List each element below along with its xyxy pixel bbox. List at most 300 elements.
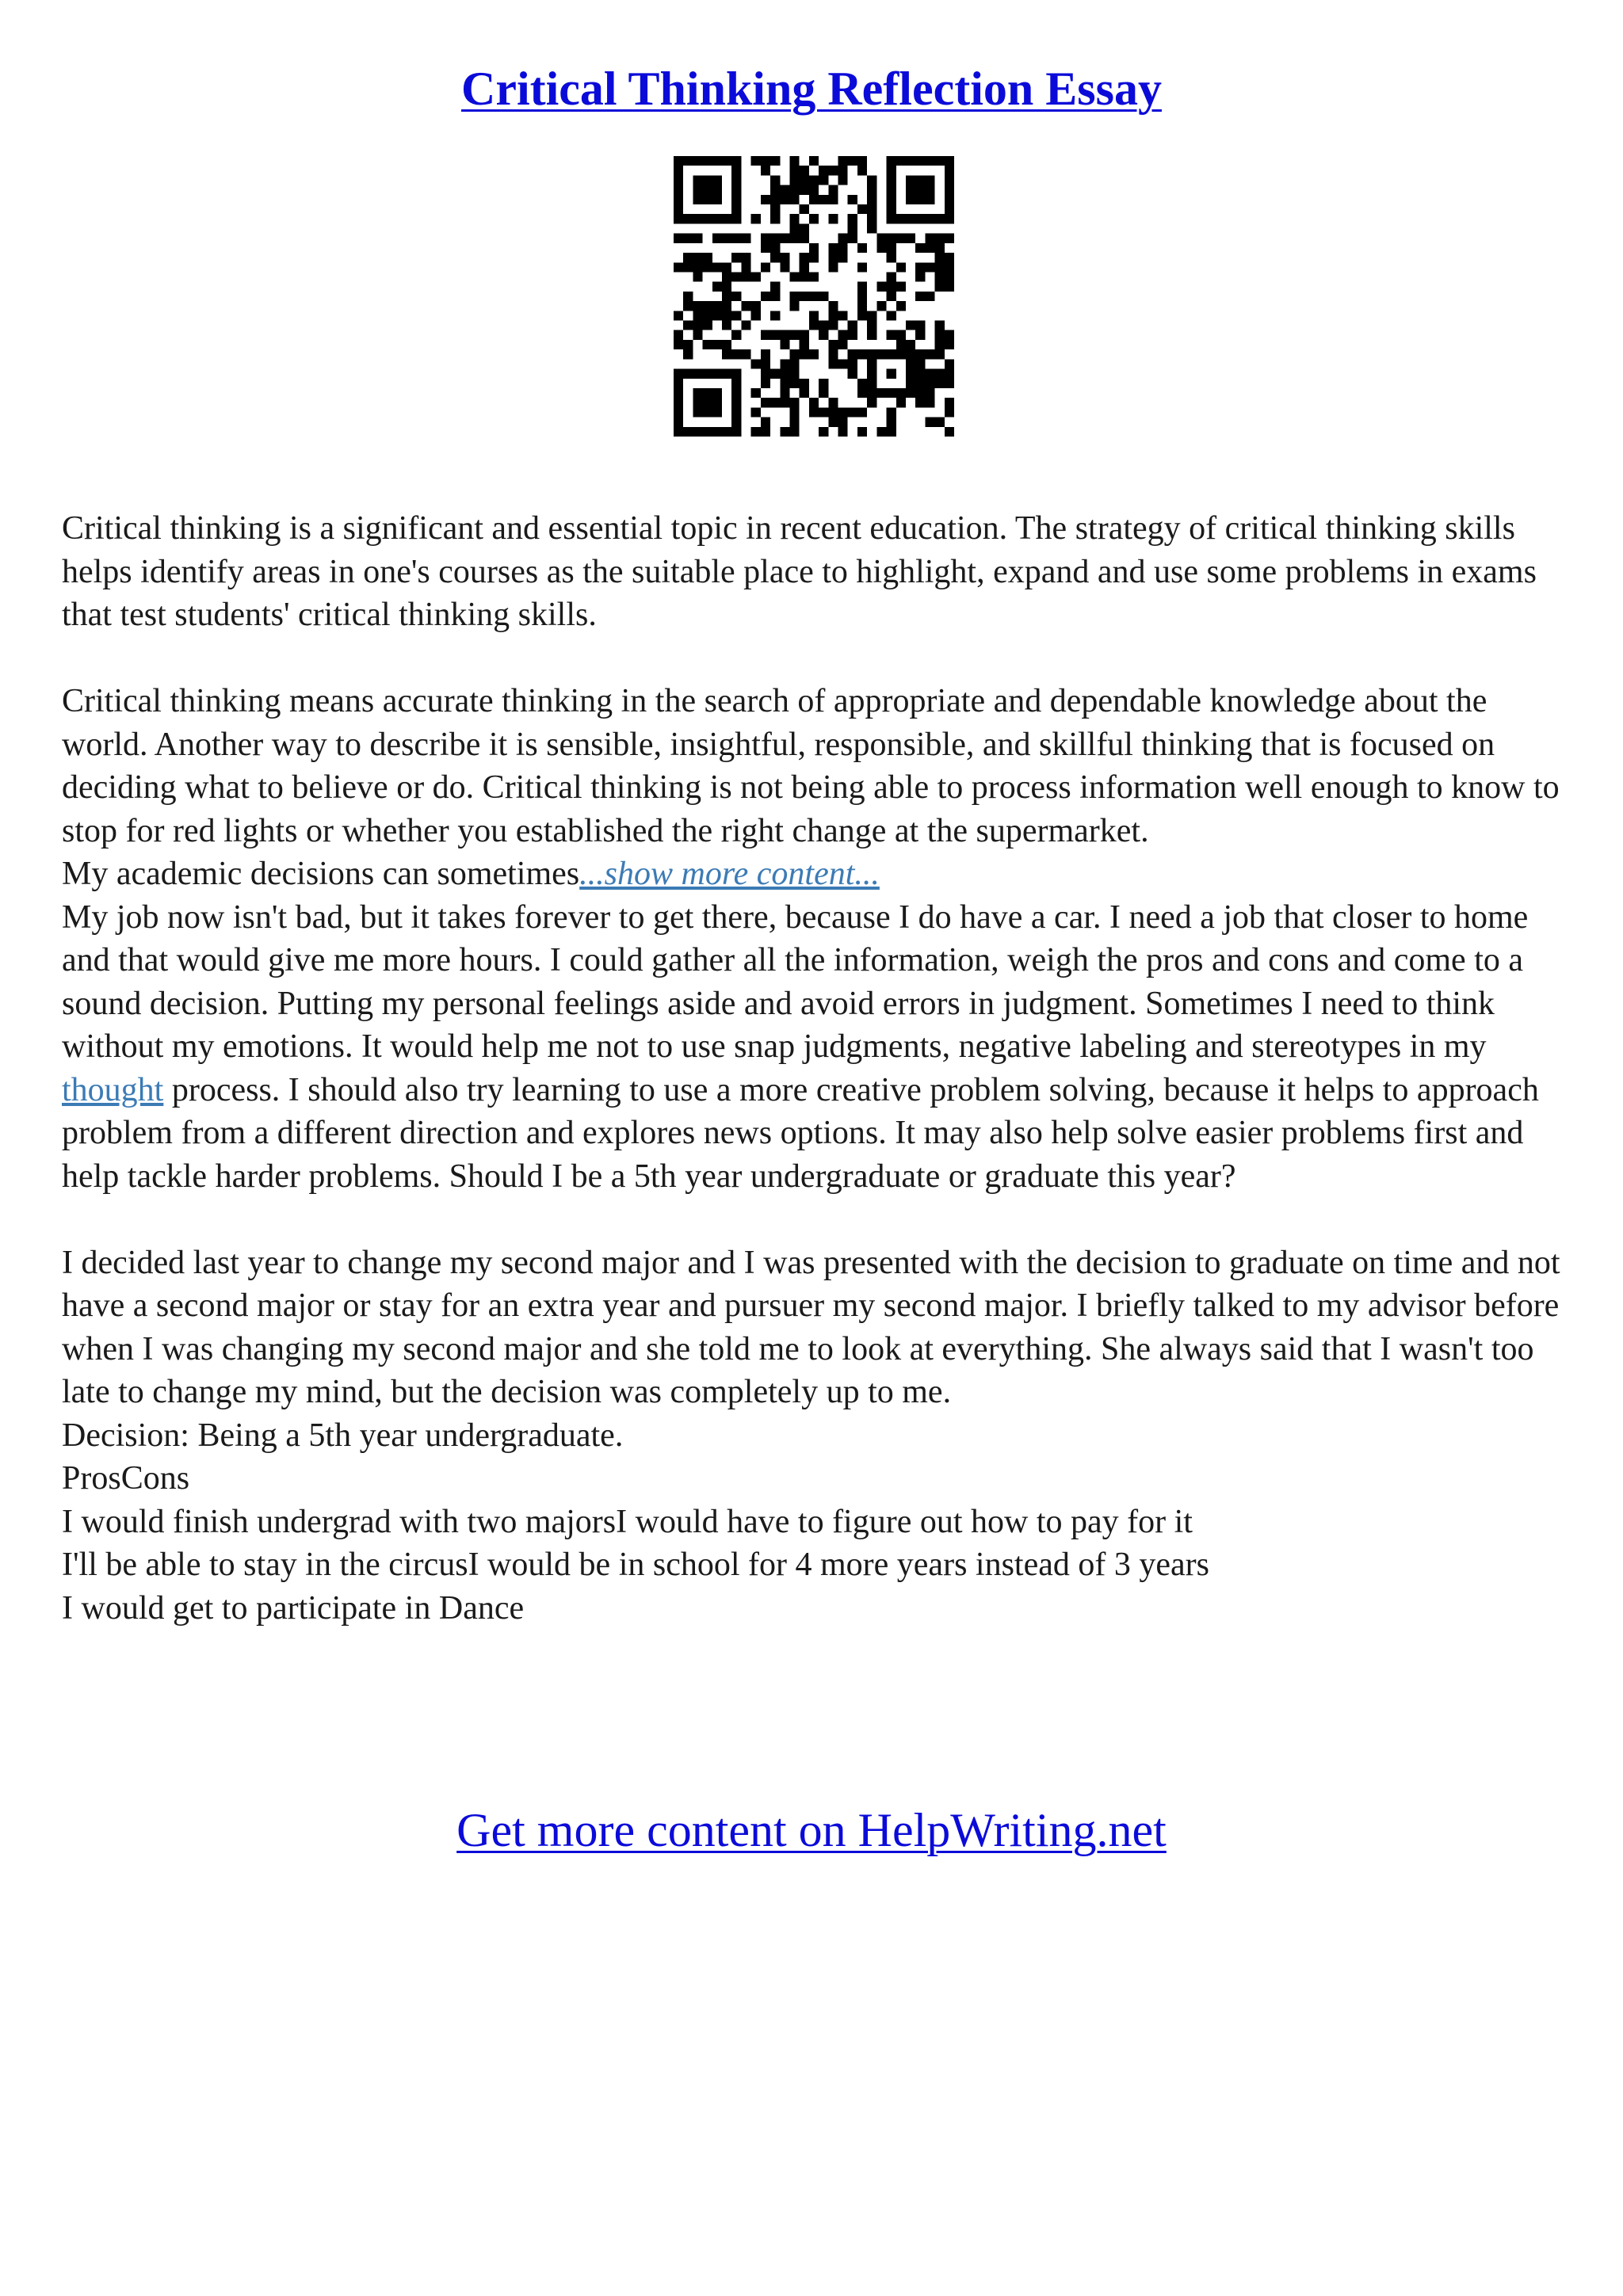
qr-module: [935, 214, 945, 223]
qr-module: [703, 175, 712, 185]
qr-module: [857, 301, 867, 311]
qr-module: [915, 388, 925, 398]
qr-module: [925, 234, 934, 243]
qr-module: [915, 369, 925, 379]
qr-module: [674, 407, 683, 417]
qr-module: [945, 272, 954, 281]
qr-module: [693, 185, 702, 195]
qr-module: [731, 166, 741, 175]
qr-module: [809, 407, 819, 417]
qr-module: [789, 185, 799, 195]
qr-module: [935, 349, 945, 359]
qr-module: [906, 340, 915, 349]
qr-module: [828, 214, 838, 223]
qr-module: [712, 214, 722, 223]
paragraph-definition: Critical thinking means accurate thinking in the search of appropriate and dependable knowledge about the world. Another way to describe it is sensible, insightful, responsible, and skillful thinking that is focused on deciding what to believe or do. Critical thinking is not being able to process information well enough to know to stop for red lights or whether you established the right change at the supermarket.: [62, 683, 1560, 849]
qr-module: [674, 379, 683, 388]
qr-module: [693, 253, 702, 262]
qr-module: [809, 156, 819, 166]
qr-module: [819, 388, 828, 398]
qr-module: [896, 214, 906, 223]
qr-module: [693, 234, 702, 243]
qr-module: [838, 156, 848, 166]
footer-link[interactable]: Get more content on HelpWriting.net: [456, 1804, 1167, 1856]
qr-module: [780, 185, 789, 195]
qr-module: [925, 379, 934, 388]
qr-module: [819, 407, 828, 417]
qr-module: [693, 369, 702, 379]
qr-module: [915, 243, 925, 253]
qr-module: [731, 204, 741, 214]
qr-module: [731, 234, 741, 243]
qr-module: [887, 292, 896, 301]
qr-module: [693, 272, 702, 281]
qr-module: [906, 379, 915, 388]
qr-module: [915, 272, 925, 281]
qr-module: [828, 340, 838, 349]
qr-module: [867, 398, 876, 407]
qr-module: [925, 156, 934, 166]
qr-module: [828, 407, 838, 417]
qr-module: [915, 175, 925, 185]
qr-module: [857, 292, 867, 301]
qr-module: [915, 292, 925, 301]
qr-module: [828, 359, 838, 368]
qr-module: [848, 214, 857, 223]
qr-module: [945, 359, 954, 368]
qr-module: [867, 195, 876, 204]
qr-module: [906, 388, 915, 398]
qr-module: [906, 214, 915, 223]
qr-module: [887, 349, 896, 359]
qr-module: [915, 195, 925, 204]
qr-module: [712, 282, 722, 292]
title-link[interactable]: Critical Thinking Reflection Essay: [461, 63, 1162, 115]
qr-module: [761, 292, 770, 301]
qr-module: [819, 195, 828, 204]
qr-module: [789, 407, 799, 417]
paragraph-decision: I decided last year to change my second major and I was presented with the decision to graduate on time and not have a second major or stay for an extra year and pursuer my second major. I briefly talked to my advisor before when I was changing my second major and she told me to look at everything. She always said that I wasn't too late to change my mind, but the decision was completely up to me.: [62, 1244, 1560, 1410]
qr-module: [731, 185, 741, 195]
qr-module: [876, 349, 886, 359]
qr-module: [741, 262, 750, 272]
qr-module: [789, 427, 799, 437]
qr-module: [674, 234, 683, 243]
qr-module: [838, 166, 848, 175]
qr-module: [780, 340, 789, 349]
qr-module: [906, 359, 915, 368]
qr-module: [945, 282, 954, 292]
qr-module: [712, 185, 722, 195]
qr-module: [876, 243, 886, 253]
qr-module: [906, 369, 915, 379]
qr-module: [887, 330, 896, 340]
qr-module: [800, 330, 809, 340]
qr-module: [915, 321, 925, 330]
qr-module: [780, 330, 789, 340]
qr-module: [887, 214, 896, 223]
qr-module: [838, 311, 848, 320]
qr-module: [683, 340, 693, 349]
qr-module: [867, 369, 876, 379]
qr-module: [731, 175, 741, 185]
qr-module: [848, 330, 857, 340]
qr-module: [693, 175, 702, 185]
qr-module: [712, 369, 722, 379]
qr-module: [731, 388, 741, 398]
show-more-link[interactable]: ...show more content...: [579, 856, 880, 892]
qr-module: [789, 359, 799, 368]
qr-module: [887, 407, 896, 417]
qr-module: [819, 292, 828, 301]
qr-module: [789, 369, 799, 379]
qr-module: [857, 427, 867, 437]
qr-module: [674, 330, 683, 340]
qr-module: [722, 282, 731, 292]
qr-module: [935, 330, 945, 340]
qr-module: [809, 272, 819, 281]
qr-module: [925, 398, 934, 407]
qr-module: [770, 398, 780, 407]
qr-module: [925, 195, 934, 204]
qr-module: [731, 418, 741, 427]
qr-module: [867, 185, 876, 195]
qr-module: [693, 427, 702, 437]
qr-module: [731, 369, 741, 379]
qr-module: [761, 379, 770, 388]
qr-module: [693, 398, 702, 407]
qr-module: [722, 156, 731, 166]
qr-module: [761, 234, 770, 243]
qr-module: [838, 359, 848, 368]
qr-module: [857, 349, 867, 359]
qr-module: [828, 262, 838, 272]
qr-module: [887, 369, 896, 379]
qr-module: [887, 427, 896, 437]
qr-module: [751, 301, 761, 311]
qr-module: [800, 175, 809, 185]
qr-module: [800, 234, 809, 243]
qr-module: [731, 311, 741, 320]
qr-module: [876, 282, 886, 292]
qr-module: [848, 349, 857, 359]
qr-module: [770, 214, 780, 223]
qr-module: [674, 398, 683, 407]
qr-module: [819, 175, 828, 185]
qr-module: [896, 330, 906, 340]
qr-module: [887, 311, 896, 320]
qr-module: [857, 282, 867, 292]
qr-module: [945, 166, 954, 175]
qr-module: [906, 185, 915, 195]
qr-module: [751, 388, 761, 398]
qr-module: [809, 195, 819, 204]
qr-module: [876, 301, 886, 311]
qr-module: [789, 292, 799, 301]
qr-module: [906, 195, 915, 204]
qr-module: [828, 311, 838, 320]
qr-module: [770, 185, 780, 195]
qr-module: [770, 282, 780, 292]
qr-module: [770, 175, 780, 185]
qr-module: [945, 175, 954, 185]
qr-module: [935, 234, 945, 243]
essay-body: [62, 507, 1568, 1630]
qr-module: [887, 175, 896, 185]
qr-module: [848, 407, 857, 417]
qr-module: [945, 253, 954, 262]
qr-module: [838, 407, 848, 417]
qr-module: [674, 388, 683, 398]
qr-module: [789, 175, 799, 185]
qr-module: [789, 379, 799, 388]
qr-module: [935, 282, 945, 292]
qr-module: [703, 185, 712, 195]
qr-module: [674, 204, 683, 214]
qr-module: [867, 359, 876, 368]
qr-module: [887, 195, 896, 204]
qr-module: [770, 195, 780, 204]
qr-module: [731, 427, 741, 437]
qr-module: [848, 223, 857, 233]
qr-module: [800, 349, 809, 359]
qr-module: [780, 427, 789, 437]
qr-module: [867, 330, 876, 340]
qr-module: [915, 185, 925, 195]
qr-module: [887, 388, 896, 398]
qr-module: [809, 321, 819, 330]
qr-module: [800, 262, 809, 272]
qr-module: [848, 359, 857, 368]
qr-module: [722, 214, 731, 223]
qr-module: [800, 340, 809, 349]
qr-module: [789, 195, 799, 204]
qr-module: [848, 195, 857, 204]
qr-module: [809, 311, 819, 320]
qr-module: [857, 262, 867, 272]
qr-module: [770, 234, 780, 243]
qr-module: [876, 234, 886, 243]
qr-module: [693, 321, 702, 330]
qr-module: [876, 388, 886, 398]
qr-module: [800, 166, 809, 175]
qr-module: [896, 282, 906, 292]
qr-module: [722, 349, 731, 359]
qr-module: [800, 292, 809, 301]
qr-module: [867, 321, 876, 330]
pros-cons-line: I would get to participate in Dance: [62, 1589, 525, 1627]
qr-module: [935, 243, 945, 253]
qr-module: [770, 330, 780, 340]
qr-code-icon: [674, 156, 954, 437]
qr-module: [731, 398, 741, 407]
qr-module: [809, 253, 819, 262]
qr-module: [712, 407, 722, 417]
qr-module: [945, 262, 954, 272]
qr-module: [693, 195, 702, 204]
qr-module: [925, 369, 934, 379]
qr-module: [731, 156, 741, 166]
qr-module: [780, 359, 789, 368]
qr-module: [751, 311, 761, 320]
qr-module: [722, 311, 731, 320]
qr-module: [741, 349, 750, 359]
qr-module: [770, 292, 780, 301]
qr-module: [770, 311, 780, 320]
qr-module: [925, 262, 934, 272]
qr-module: [925, 349, 934, 359]
continuation-after: process. I should also try learning to use a more creative problem solving, because it helps to approach problem from a different direction and explores news options. It may also help solve easier problems first and help tackle harder problems. Should I be a 5th year undergraduate or graduate this year?: [62, 1071, 1539, 1195]
qr-module: [819, 330, 828, 340]
qr-module: [838, 340, 848, 349]
qr-module: [722, 272, 731, 281]
qr-module: [770, 204, 780, 214]
qr-module: [751, 427, 761, 437]
qr-module: [887, 272, 896, 281]
qr-module: [674, 427, 683, 437]
qr-module: [751, 359, 761, 368]
qr-module: [828, 243, 838, 253]
qr-module: [674, 156, 683, 166]
qr-module: [751, 407, 761, 417]
qr-module: [683, 321, 693, 330]
qr-module: [789, 349, 799, 359]
qr-module: [809, 175, 819, 185]
continuation-before: My job now isn't bad, but it takes forever to get there, because I do have a car. I need a job that closer to home and that would give me more hours. I could gather all the information, weigh the pros and cons and come to a sound decision. Putting my personal feelings aside and avoid errors in judgment. Sometimes I need to think without my emotions. It would help me not to use snap judgments, negative labeling and stereotypes in my: [62, 898, 1529, 1065]
qr-module: [683, 349, 693, 359]
qr-module: [828, 253, 838, 262]
qr-module: [780, 234, 789, 243]
qr-module: [693, 330, 702, 340]
qr-module: [731, 330, 741, 340]
qr-module: [693, 311, 702, 320]
qr-module: [857, 388, 867, 398]
qr-module: [731, 379, 741, 388]
qr-module: [712, 340, 722, 349]
qr-module: [674, 418, 683, 427]
qr-module: [887, 243, 896, 253]
qr-module: [731, 292, 741, 301]
qr-module: [935, 418, 945, 427]
qr-module: [761, 156, 770, 166]
qr-module: [848, 156, 857, 166]
qr-module: [838, 330, 848, 340]
qr-module: [712, 311, 722, 320]
qr-module: [857, 407, 867, 417]
qr-module: [674, 369, 683, 379]
qr-module: [731, 407, 741, 417]
decision-line: Decision: Being a 5th year undergraduate.: [62, 1417, 624, 1454]
qr-module: [838, 253, 848, 262]
qr-module: [828, 301, 838, 311]
qr-module: [780, 388, 789, 398]
qr-module: [867, 311, 876, 320]
qr-module: [896, 398, 906, 407]
qr-module: [703, 398, 712, 407]
qr-module: [828, 349, 838, 359]
qr-module: [935, 321, 945, 330]
qr-module: [867, 214, 876, 223]
qr-module: [761, 359, 770, 368]
qr-module: [925, 243, 934, 253]
qr-module: [809, 185, 819, 195]
qr-module: [674, 185, 683, 195]
qr-module: [867, 379, 876, 388]
qr-module: [703, 321, 712, 330]
qr-module: [935, 369, 945, 379]
qr-module: [945, 379, 954, 388]
qr-module: [751, 214, 761, 223]
qr-module: [887, 204, 896, 214]
qr-module: [887, 418, 896, 427]
qr-module: [896, 234, 906, 243]
qr-module: [857, 156, 867, 166]
qr-module: [887, 234, 896, 243]
qr-module: [800, 253, 809, 262]
qr-module: [789, 398, 799, 407]
qr-module: [838, 427, 848, 437]
qr-module: [683, 253, 693, 262]
qr-module: [857, 166, 867, 175]
qr-module: [945, 340, 954, 349]
qr-module: [906, 234, 915, 243]
qr-module: [848, 321, 857, 330]
qr-module: [887, 282, 896, 292]
qr-module: [857, 204, 867, 214]
qr-module: [925, 418, 934, 427]
qr-module: [703, 311, 712, 320]
qr-module: [809, 243, 819, 253]
qr-module: [741, 301, 750, 311]
qr-module: [703, 156, 712, 166]
qr-module: [683, 369, 693, 379]
qr-module: [867, 223, 876, 233]
qr-module: [857, 311, 867, 320]
qr-module: [780, 369, 789, 379]
qr-module: [915, 379, 925, 388]
qr-module: [887, 156, 896, 166]
qr-module: [761, 195, 770, 204]
qr-module: [819, 427, 828, 437]
qr-module: [789, 301, 799, 311]
qr-module: [741, 272, 750, 281]
qr-module: [789, 223, 799, 233]
qr-module: [722, 262, 731, 272]
qr-module: [761, 369, 770, 379]
qr-module: [925, 175, 934, 185]
qr-module: [722, 301, 731, 311]
qr-module: [925, 185, 934, 195]
qr-module: [809, 349, 819, 359]
qr-module: [915, 330, 925, 340]
qr-module: [838, 243, 848, 253]
thought-link[interactable]: thought: [62, 1071, 164, 1108]
qr-module: [800, 223, 809, 233]
qr-module: [712, 388, 722, 398]
qr-module: [693, 156, 702, 166]
qr-module: [780, 379, 789, 388]
qr-module: [741, 253, 750, 262]
qr-module: [809, 292, 819, 301]
qr-module: [857, 243, 867, 253]
pros-cons-line: I'll be able to stay in the circusI would be in school for 4 more years instead of 3 years: [62, 1547, 1209, 1583]
qr-module: [761, 349, 770, 359]
qr-module: [712, 175, 722, 185]
qr-module: [945, 156, 954, 166]
qr-module: [906, 175, 915, 185]
qr-module: [741, 321, 750, 330]
qr-module: [819, 321, 828, 330]
